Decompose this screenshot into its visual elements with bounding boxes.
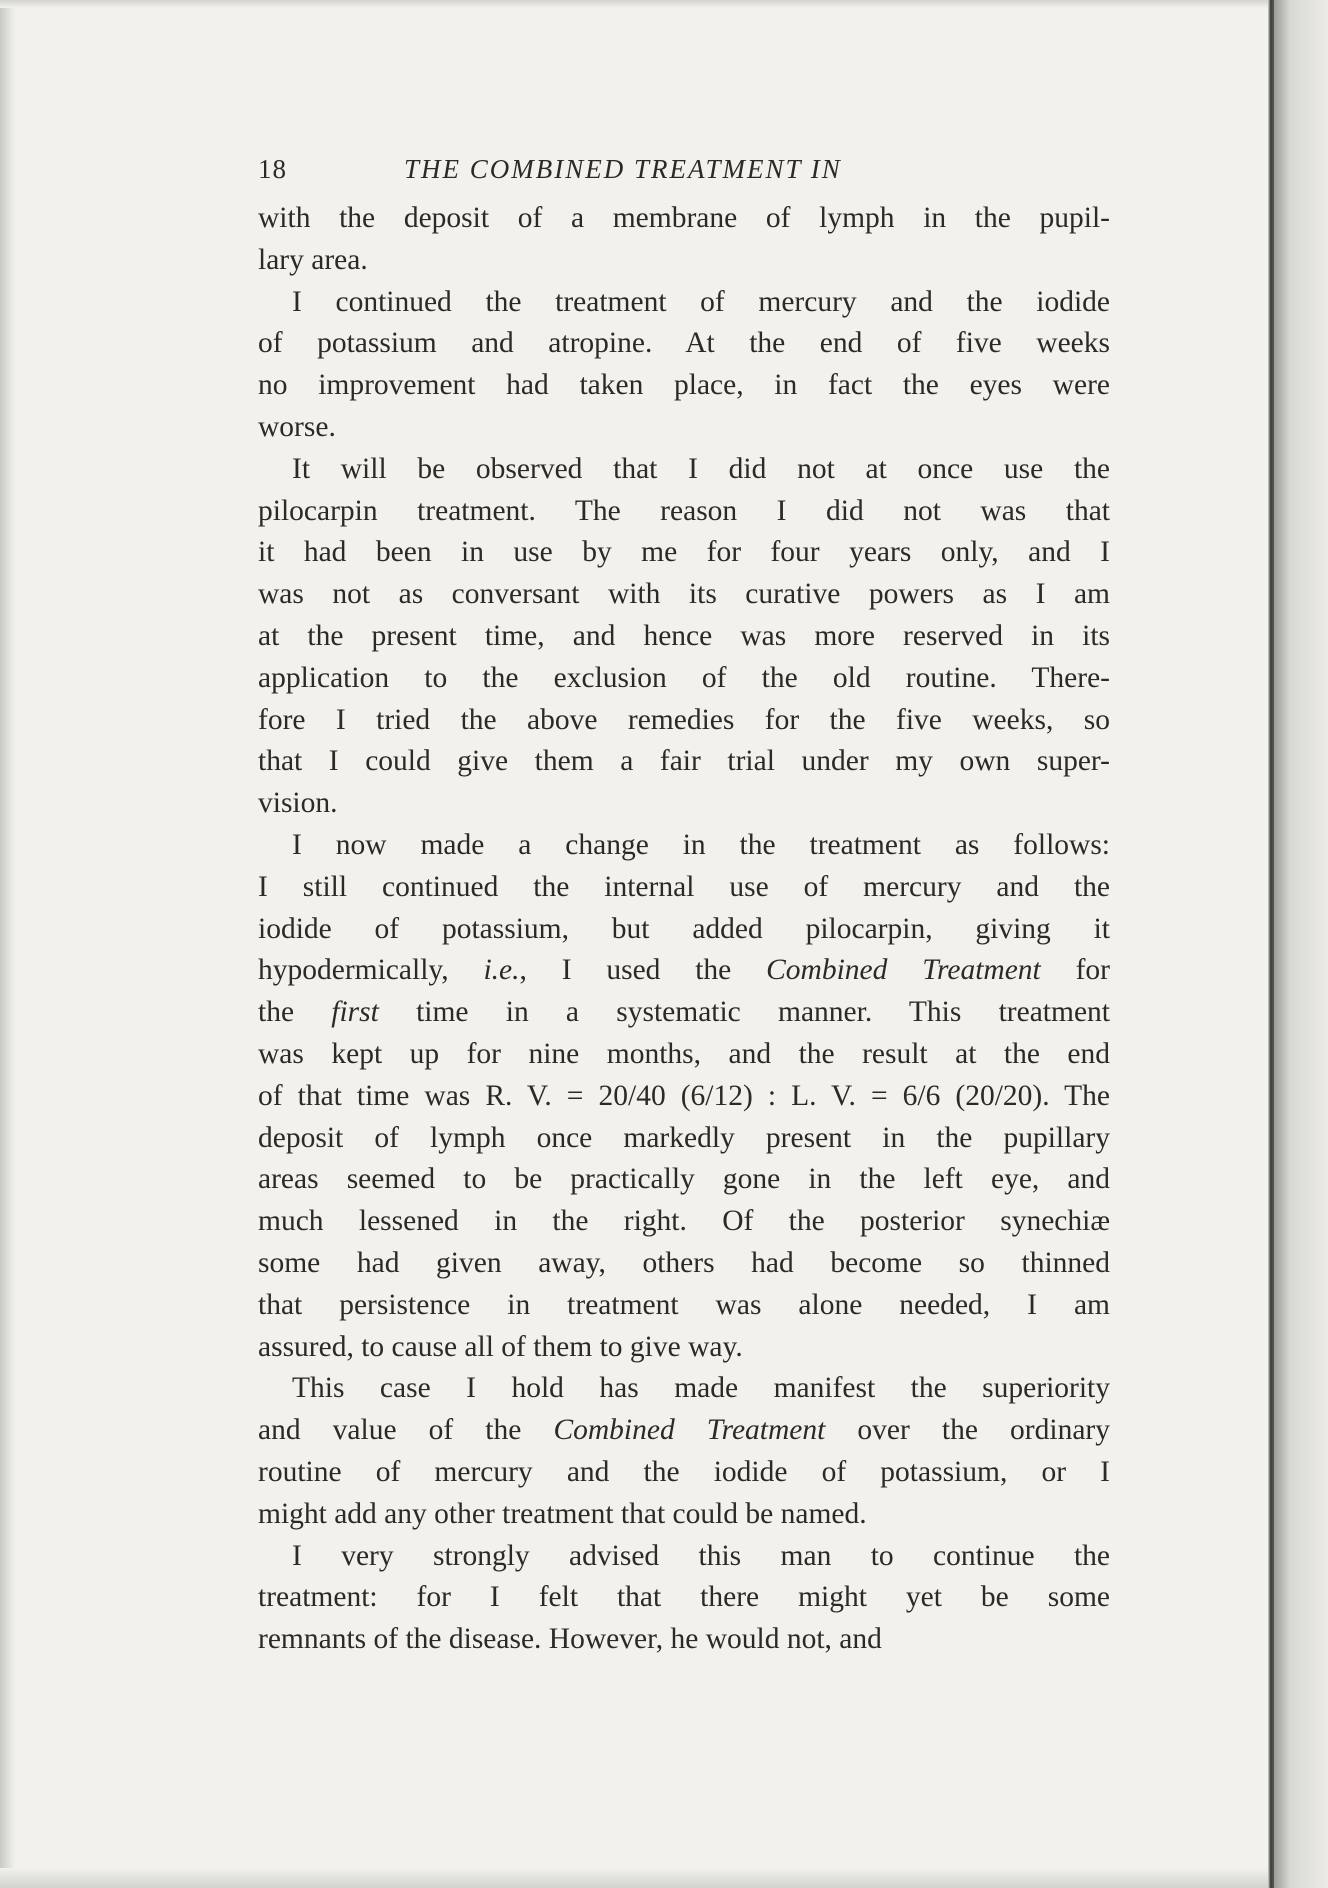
text-line [258,1368,1110,1410]
text-line [258,1327,1110,1369]
text-line [258,825,1110,867]
text-line [258,1494,1110,1536]
text-line [258,950,1110,992]
text-run: with the deposit of a membrane of lymph in the pupil- [258,202,1110,234]
text-line [258,1243,1110,1285]
text-line [258,909,1110,951]
text-run: some had given away, others had become so thinned [258,1246,1110,1279]
facing-page-strip [1274,0,1328,1888]
text-run: it had been in use by me for four years only, and I [258,536,1110,569]
text-run: for [1040,954,1110,987]
text-line [258,1410,1110,1452]
text-run: iodide of potassium, but added pilocarpin, giving it [258,912,1110,945]
text-run: of potassium and atropine. At the end of five weeks [258,327,1110,360]
text-run: of that time was R. V. = 20/40 (6/12) : L. V. = 6/6 (20/20). The [258,1079,1110,1112]
paragraph [258,825,1110,1368]
text-run: hypodermically, [258,954,484,987]
text-line [258,1285,1110,1327]
text-line [258,1536,1110,1578]
text-line [258,1118,1110,1160]
text-run: deposit of lymph once markedly present in the pupillary [258,1121,1110,1154]
text-line [258,1452,1110,1494]
text-line [258,658,1110,700]
text-line [258,240,1110,282]
paragraph [258,282,1110,449]
text-line [258,783,1110,825]
text-run: fore I tried the above remedies for the five weeks, so [258,703,1110,736]
text-run: that I could give them a fair trial under my own super- [258,745,1110,778]
text-line [258,1159,1110,1201]
text-run: I still continued the internal use of mercury and the [258,870,1110,903]
text-run: I now made a change in the treatment as follows: [292,828,1110,861]
page-top-edge [0,0,1328,8]
body-text [258,198,1110,1661]
text-run: I very strongly advised this man to continue the [292,1539,1110,1572]
text-line [258,700,1110,742]
text-line [258,992,1110,1034]
running-head [258,148,1110,198]
text-run: no improvement had taken place, in fact the eyes were [258,369,1110,402]
text-run: worse. [258,410,336,443]
text-line [258,616,1110,658]
text-line [258,1201,1110,1243]
paragraph [258,449,1110,825]
text-run: This case I hold has made manifest the superiority [292,1372,1110,1405]
text-line [258,532,1110,574]
text-run: pilocarpin treatment. The reason I did not was that [258,494,1110,527]
text-run: over the ordinary [825,1414,1110,1447]
text-line [258,1034,1110,1076]
italic-text: Combined Treatment [766,954,1041,987]
text-line [258,1577,1110,1619]
text-line [258,449,1110,491]
text-run: might add any other treatment that could be named. [258,1497,867,1530]
text-run: that persistence in treatment was alone needed, I am [258,1288,1110,1321]
text-line [258,867,1110,909]
text-line [258,574,1110,616]
text-run: time in a systematic manner. This treatment [378,996,1110,1029]
paragraph [258,198,1110,282]
text-block [258,148,1110,1661]
text-line [258,491,1110,533]
italic-text: Combined Treatment [553,1414,826,1447]
text-run: application to the exclusion of the old routine. There- [258,661,1110,694]
text-run: It will be observed that I did not at once use the [292,452,1110,485]
page-left-edge [0,0,16,1888]
italic-text: i.e. [483,954,520,987]
page-bottom-edge [0,1868,1268,1888]
text-run: remnants of the disease. However, he would not, and [258,1623,882,1656]
text-run: routine of mercury and the iodide of potassium, or I [258,1455,1110,1488]
running-head-title: THE COMBINED TREATMENT IN [404,154,842,184]
text-run: , I used the [519,954,767,987]
text-run: vision. [258,787,338,820]
text-run: at the present time, and hence was more reserved in its [258,619,1110,652]
text-run: lary area. [258,243,368,276]
text-line [258,1619,1110,1661]
text-line [258,407,1110,449]
text-line [258,198,1110,240]
text-run: areas seemed to be practically gone in the left eye, and [258,1163,1110,1196]
paragraph [258,1536,1110,1661]
text-line [258,1076,1110,1118]
text-run: was not as conversant with its curative powers as I am [258,578,1110,611]
text-line [258,323,1110,365]
text-run: was kept up for nine months, and the result at the end [258,1037,1110,1070]
text-run: the [258,996,332,1029]
text-line [258,741,1110,783]
italic-text: first [331,996,379,1029]
text-run: assured, to cause all of them to give way. [258,1330,743,1363]
text-run: and value of the [258,1414,554,1447]
page-number: 18 [258,154,287,184]
text-run: I continued the treatment of mercury and the iodide [292,285,1110,318]
text-run: much lessened in the right. Of the posterior synechiæ [258,1205,1110,1238]
text-run: treatment: for I felt that there might yet be some [258,1581,1110,1614]
text-line [258,365,1110,407]
text-line [258,282,1110,324]
paragraph [258,1368,1110,1535]
